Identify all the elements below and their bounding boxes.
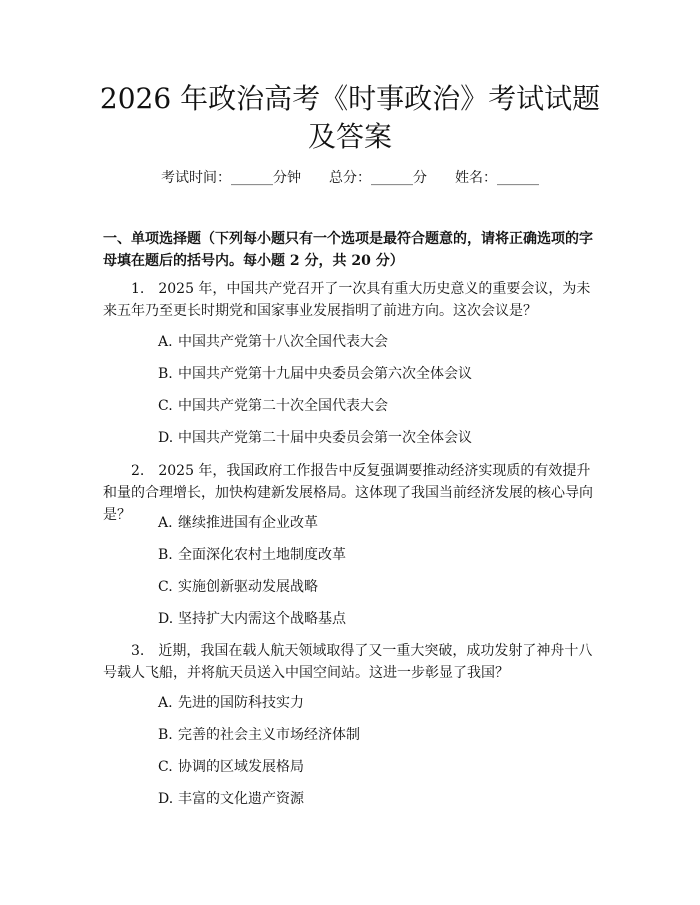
exam-time-field: 考试时间：______分钟 <box>161 170 301 186</box>
option-text: 中国共产党第二十届中央委员会第一次全体会议 <box>178 430 472 446</box>
question-option <box>158 332 598 352</box>
option-letter: C. <box>158 759 173 775</box>
option-letter: A. <box>158 515 173 531</box>
question-option <box>158 428 598 448</box>
option-text: 中国共产党第二十次全国代表大会 <box>178 398 388 414</box>
option-letter: A. <box>158 695 173 711</box>
option-text: 中国共产党第十九届中央委员会第六次全体会议 <box>178 366 472 382</box>
name-field: 姓名：______ <box>455 170 539 186</box>
question-option <box>158 757 598 777</box>
question-option <box>158 789 598 809</box>
option-letter: D. <box>158 611 174 627</box>
option-letter: B. <box>158 366 173 382</box>
question-stem: 2. 2025 年，我国政府工作报告中反复强调要推动经济实现质的有效提升和量的合理增长，加快构建新发展格局。这体现了我国当前经济发展的核心导向是？ <box>103 463 593 523</box>
option-text: 坚持扩大内需这个战略基点 <box>178 611 346 627</box>
question-option <box>158 545 598 565</box>
option-letter: D. <box>158 430 174 446</box>
option-letter: B. <box>158 547 173 563</box>
option-text: 丰富的文化遗产资源 <box>178 791 304 807</box>
option-text: 全面深化农村土地制度改革 <box>178 547 346 563</box>
option-text: 实施创新驱动发展战略 <box>178 579 318 595</box>
option-text: 继续推进国有企业改革 <box>178 515 318 531</box>
option-letter: A. <box>158 334 173 350</box>
question-option <box>158 513 598 533</box>
option-text: 中国共产党第十八次全国代表大会 <box>178 334 388 350</box>
question-option <box>158 577 598 597</box>
question-option <box>158 725 598 745</box>
option-letter: D. <box>158 791 174 807</box>
option-text: 先进的国防科技实力 <box>178 695 304 711</box>
option-letter: B. <box>158 727 173 743</box>
question-stem: 3. 近期，我国在载人航天领域取得了又一重大突破，成功发射了神舟十八号载人飞船，并将航天员送入中国空间站。这进一步彰显了我国？ <box>103 643 593 681</box>
exam-meta <box>0 168 700 188</box>
question-option <box>158 364 598 384</box>
option-letter: C. <box>158 398 173 414</box>
question-option <box>158 609 598 629</box>
option-text: 完善的社会主义市场经济体制 <box>178 727 360 743</box>
section-heading: 一、单项选择题（下列每小题只有一个选项是最符合题意的，请将正确选项的字母填在题后的括号内。每小题 2 分，共 20 分） <box>103 231 593 269</box>
option-letter: C. <box>158 579 173 595</box>
option-text: 协调的区域发展格局 <box>178 759 304 775</box>
question-option <box>158 396 598 416</box>
total-score-field: 总分：______分 <box>329 170 427 186</box>
page-title: 2026 年政治高考《时事政治》考试试题及答案 <box>99 82 601 153</box>
question-option <box>158 693 598 713</box>
question-stem: 1. 2025 年，中国共产党召开了一次具有重大历史意义的重要会议，为未来五年乃至更长时期党和国家事业发展指明了前进方向。这次会议是？ <box>103 281 591 319</box>
